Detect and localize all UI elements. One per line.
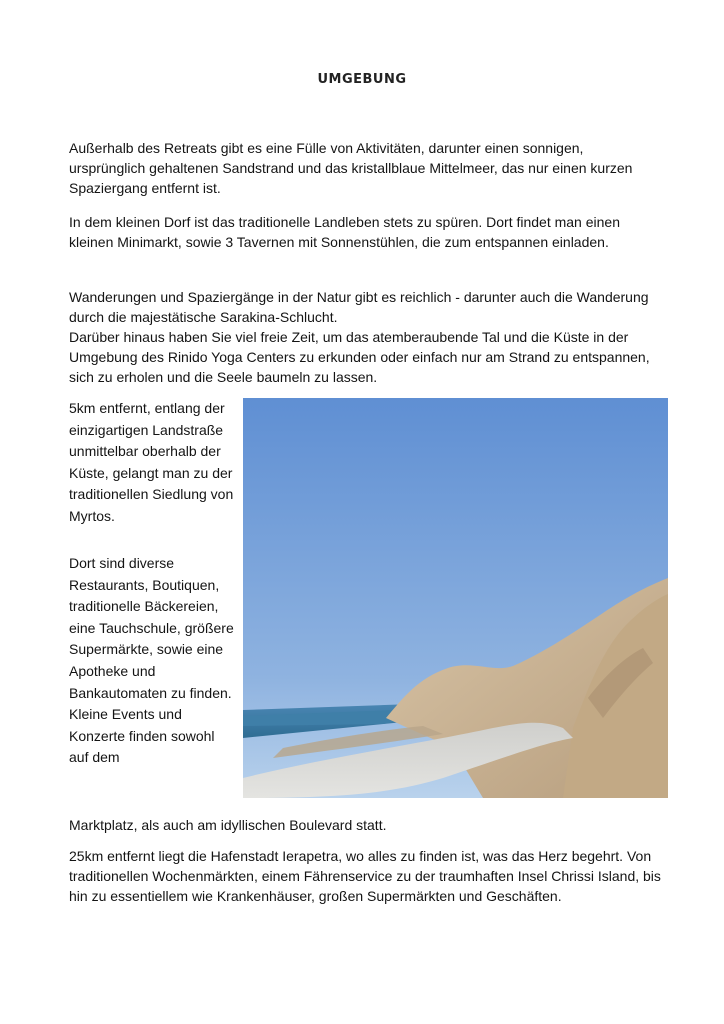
myrtos-paragraph: 5km entfernt, entlang der einzigartigen Landstraße unmittelbar oberhalb der Küste, gelangt man zu der traditionellen Siedlung von Myrtos. xyxy=(69,400,234,524)
page-title: UMGEBUNG xyxy=(317,72,407,87)
coastal-road-photo xyxy=(243,398,668,798)
ierapetra-paragraph: 25km entfernt liegt die Hafenstadt Ierapetra, wo alles zu finden ist, was das Herz begehrt. Von traditionellen Wochenmärkten, einem Fährenservice zu der traumhaften Insel Chrissi Island, bis hin zu essentiellem wie Krankenhäuser, großen Supermärkten und Geschäften. xyxy=(69,848,661,904)
intro-paragraph: Außerhalb des Retreats gibt es eine Fülle von Aktivitäten, darunter einen sonnigen, ursprünglich gehaltenen Sandstrand und das kristallblaue Mittelmeer, das nur einen kurzen Spaziergang entfernt ist. xyxy=(69,140,633,196)
myrtos-shops-continuation: Marktplatz, als auch am idyllischen Boulevard statt. xyxy=(69,817,387,833)
nature-paragraph xyxy=(69,287,661,387)
myrtos-shops-paragraph: Dort sind diverse Restaurants, Boutiquen, traditionelle Bäckereien, eine Tauchschule, größere Supermärkte, sowie eine Apotheke und Bankautomaten zu finden. Kleine Events und Konzerte finden sowohl auf dem xyxy=(69,555,234,766)
free-time-text: Darüber hinaus haben Sie viel freie Zeit, um das atemberaubende Tal und die Küste in der Umgebung des Rinido Yoga Centers zu erkunden oder einfach nur am Strand zu entspannen, sich zu erholen und die Seele baumeln zu lassen. xyxy=(69,329,650,385)
hiking-text: Wanderungen und Spaziergänge in der Natur gibt es reichlich - darunter auch die Wanderung durch die majestätische Sarakina-Schlucht. xyxy=(69,289,649,325)
village-paragraph: In dem kleinen Dorf ist das traditionelle Landleben stets zu spüren. Dort findet man einen kleinen Minimarkt, sowie 3 Tavernen mit Sonnenstühlen, die zum entspannen einladen. xyxy=(69,214,620,250)
coastal-road-illustration xyxy=(243,398,668,798)
